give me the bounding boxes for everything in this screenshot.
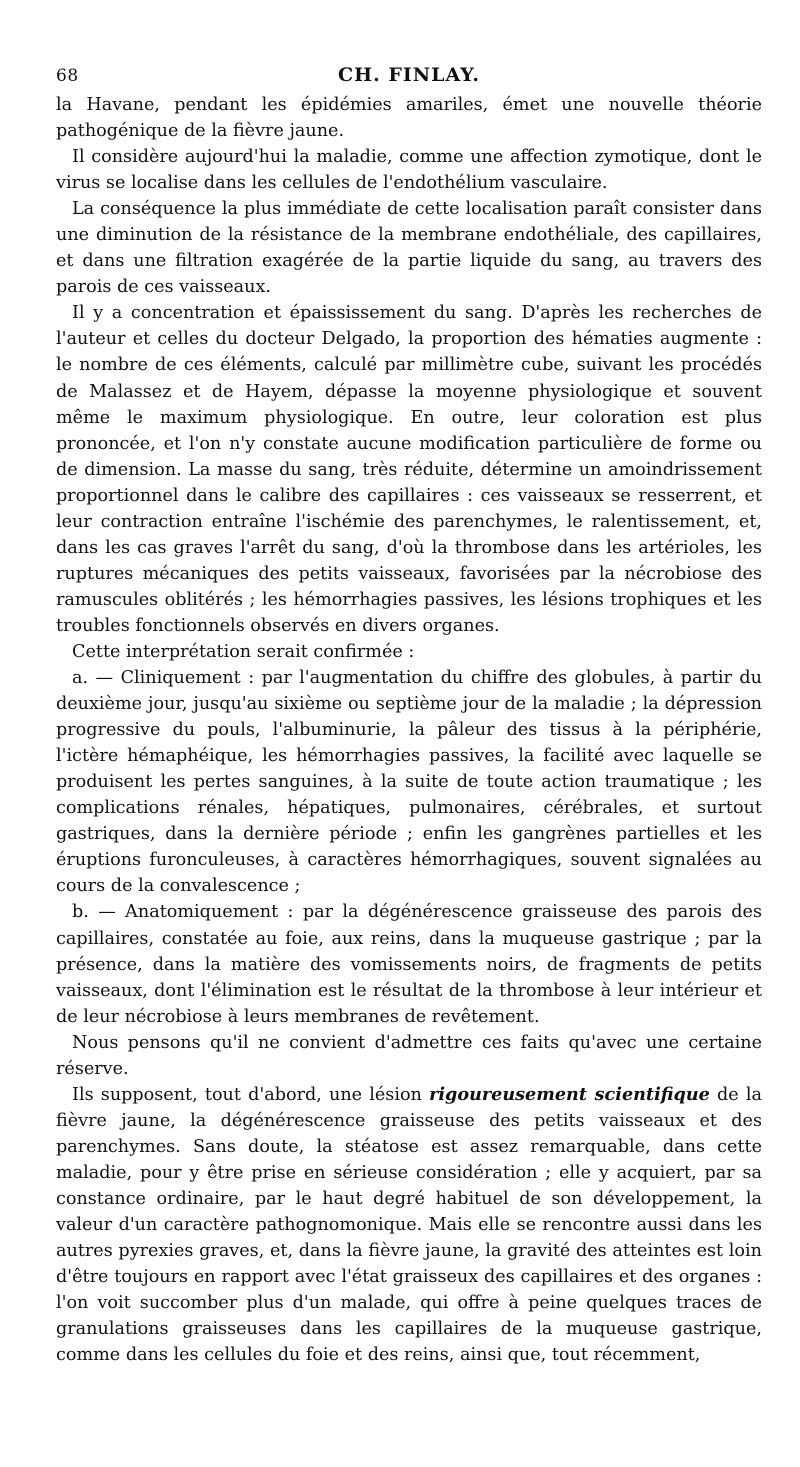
body-text xyxy=(56,92,762,1368)
page-header xyxy=(56,58,762,92)
paragraph-text-end: de la fièvre jaune, la dégénérescence graisseuse des petits vaisseaux et des parenchymes. Sans doute, la stéatose est assez remarquable, dans cette maladie, pour y être prise en sérieuse considération ; elle y acquiert, par sa constance ordinaire, par le haut degré habituel de son développement, la valeur d'un caractère pathognomonique. Mais elle se rencontre aussi dans les autres pyrexies graves, et, dans la fièvre jaune, la gravité des atteintes est loin d'être toujours en rapport avec l'état graisseux des capillaires et des organes : l'on voit succomber plus d'un malade, qui offre à peine quelques traces de granulations graisseuses dans les capillaires de la muqueuse gastrique, comme dans les cellules du foie et des reins, ainsi que, tout récemment, xyxy=(56,1084,762,1366)
paragraph: la Havane, pendant les épidémies amariles, émet une nouvelle théorie pathogénique de la fièvre jaune. xyxy=(56,95,762,142)
paragraph: Il y a concentration et épaississement du sang. D'après les recherches de l'auteur et celles du docteur Delgado, la proportion des hématies augmente : le nombre de ces éléments, calculé par millimètre cube, suivant les procédés de Malassez et de Hayem, dépasse la moyenne physiologique et souvent même le maximum physiologique. En outre, leur coloration est plus prononcée, et l'on n'y constate aucune modification particulière de forme ou de dimension. La masse du sang, très réduite, détermine un amoindrissement proportionnel dans le calibre des capillaires : ces vaisseaux se resserrent, et leur contraction entraîne l'ischémie des parenchymes, le ralentissement, et, dans les cas graves l'arrêt du sang, d'où la thrombose dans les artérioles, les ruptures mécaniques des petits vaisseaux, favorisées par la nécrobiose des ramuscules oblitérés ; les hémorrhagies passives, les lésions trophiques et les troubles fonctionnels observés en divers organes. xyxy=(56,303,762,636)
paragraph: Il considère aujourd'hui la maladie, comme une affection zymotique, dont le virus se localise dans les cellules de l'endothélium vasculaire. xyxy=(56,147,762,194)
running-title: CH. FINLAY. xyxy=(338,64,480,86)
paragraph: La conséquence la plus immédiate de cette localisation paraît consister dans une diminution de la résistance de la membrane endothéliale, des capillaires, et dans une filtration exagérée de la partie liquide du sang, au travers des parois de ces vaisseaux. xyxy=(56,199,762,298)
emphasized-term: rigoureusement scientifique xyxy=(429,1083,710,1105)
paragraph xyxy=(56,1082,762,1369)
paragraph: Nous pensons qu'il ne convient d'admettre ces faits qu'avec une certaine réserve. xyxy=(56,1032,762,1079)
paragraph: a. — Cliniquement : par l'augmentation du chiffre des globules, à partir du deuxième jour, jusqu'au sixième ou septième jour de la maladie ; la dépression progressive du pouls, l'albuminurie, la pâleur des tissus à la périphérie, l'ictère hémaphéique, les hémorrhagies passives, la facilité avec laquelle se produisent les pertes sanguines, à la suite de toute action traumatique ; les complications rénales, hépatiques, pulmonaires, cérébrales, et surtout gastriques, dans la dernière période ; enfin les gangrènes partielles et les éruptions furonculeuses, à caractères hémorrhagiques, souvent signalées au cours de la convalescence ; xyxy=(56,668,762,897)
page-number: 68 xyxy=(56,66,79,86)
paragraph-text-start: Ils supposent, tout d'abord, une lésion xyxy=(72,1084,430,1105)
paragraph: Cette interprétation serait confirmée : xyxy=(72,641,415,662)
paragraph: b. — Anatomiquement : par la dégénérescence graisseuse des parois des capillaires, constatée au foie, aux reins, dans la muqueuse gastrique ; par la présence, dans la matière des vomissements noirs, de fragments de petits vaisseaux, dont l'élimination est le résultat de la thrombose à leur intérieur et de leur nécrobiose à leurs membranes de revêtement. xyxy=(56,902,762,1027)
